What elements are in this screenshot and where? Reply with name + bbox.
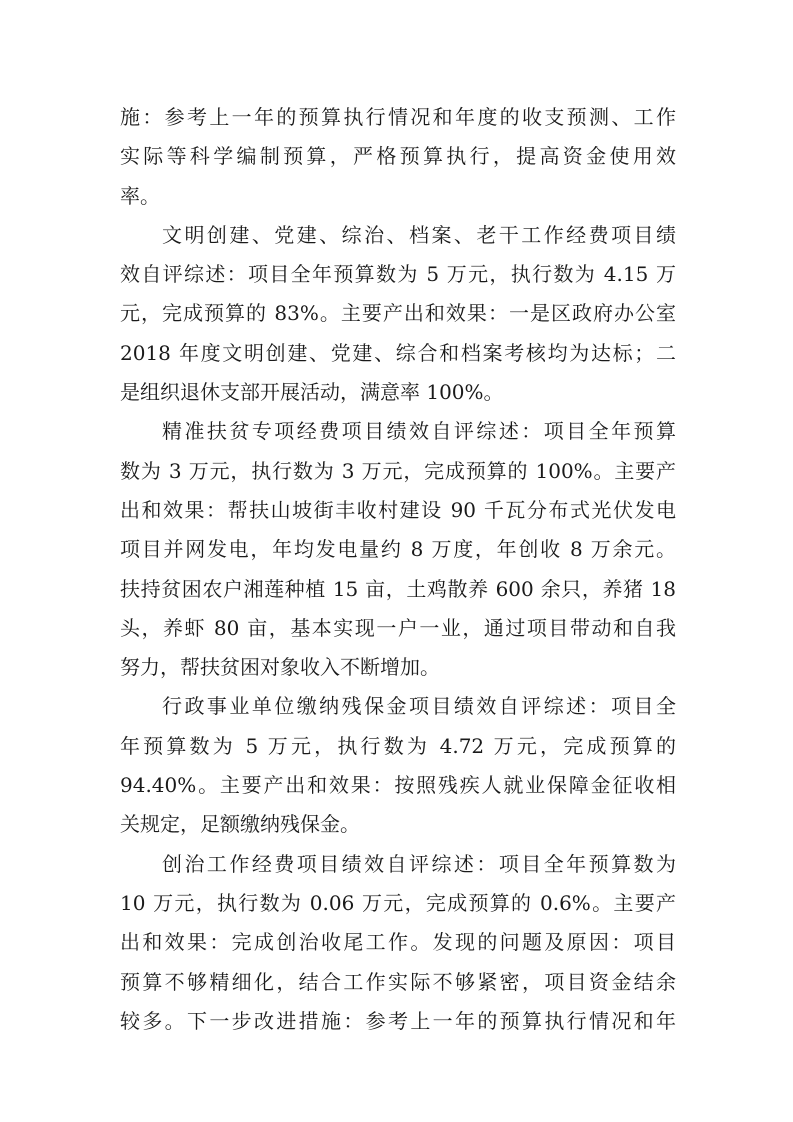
text-line: 较多。下一步改进措施：参考上一年的预算执行情况和年 bbox=[120, 1008, 676, 1033]
text-line: 94.40%。主要产出和效果：按照残疾人就业保障金征收相 bbox=[120, 773, 676, 798]
paragraph-p1 bbox=[120, 216, 676, 412]
text-line: 出和效果：完成创治收尾工作。发现的问题及原因：项目 bbox=[120, 930, 676, 955]
text-line: 努力，帮扶贫困对象收入不断增加。 bbox=[120, 655, 440, 680]
text-line: 项目并网发电，年均发电量约 8 万度，年创收 8 万余元。 bbox=[120, 537, 676, 562]
text-line: 预算不够精细化，结合工作实际不够紧密，项目资金结余 bbox=[120, 969, 676, 994]
text-line: 扶持贫困农户湘莲种植 15 亩，土鸡散养 600 余只，养猪 18 bbox=[120, 576, 676, 601]
document-page bbox=[120, 98, 676, 1041]
text-line: 施：参考上一年的预算执行情况和年度的收支预测、工作 bbox=[120, 105, 676, 129]
paragraph-p4 bbox=[120, 845, 676, 1041]
text-line: 关规定，足额缴纳残保金。 bbox=[120, 812, 360, 837]
text-line: 2018 年度文明创建、党建、综合和档案考核均为达标；二 bbox=[120, 340, 676, 365]
paragraph-p2 bbox=[120, 412, 676, 687]
text-line: 头，养虾 80 亩，基本实现一户一业，通过项目带动和自我 bbox=[120, 615, 676, 640]
text-line: 是组织退休支部开展活动，满意率 100%。 bbox=[120, 380, 504, 405]
text-line: 实际等科学编制预算，严格预算执行，提高资金使用效 bbox=[120, 144, 676, 169]
text-line: 行政事业单位缴纳残保金项目绩效自评综述：项目全 bbox=[162, 694, 676, 719]
paragraph-p0 bbox=[120, 98, 676, 216]
text-line: 元，完成预算的 83%。主要产出和效果：一是区政府办公室 bbox=[120, 301, 676, 326]
text-line: 效自评综述：项目全年预算数为 5 万元，执行数为 4.15 万 bbox=[120, 262, 676, 287]
text-line: 10 万元，执行数为 0.06 万元，完成预算的 0.6%。主要产 bbox=[120, 890, 676, 915]
text-line: 出和效果：帮扶山坡街丰收村建设 90 千瓦分布式光伏发电 bbox=[120, 497, 676, 522]
text-line: 精准扶贫专项经费项目绩效自评综述：项目全年预算 bbox=[162, 419, 676, 444]
text-line: 文明创建、党建、综治、档案、老干工作经费项目绩 bbox=[162, 222, 676, 247]
text-line: 创治工作经费项目绩效自评综述：项目全年预算数为 bbox=[162, 851, 676, 876]
text-line: 数为 3 万元，执行数为 3 万元，完成预算的 100%。主要产 bbox=[120, 458, 676, 483]
text-line: 率。 bbox=[120, 183, 160, 208]
text-line: 年预算数为 5 万元，执行数为 4.72 万元，完成预算的 bbox=[120, 733, 676, 758]
paragraph-p3 bbox=[120, 687, 676, 844]
